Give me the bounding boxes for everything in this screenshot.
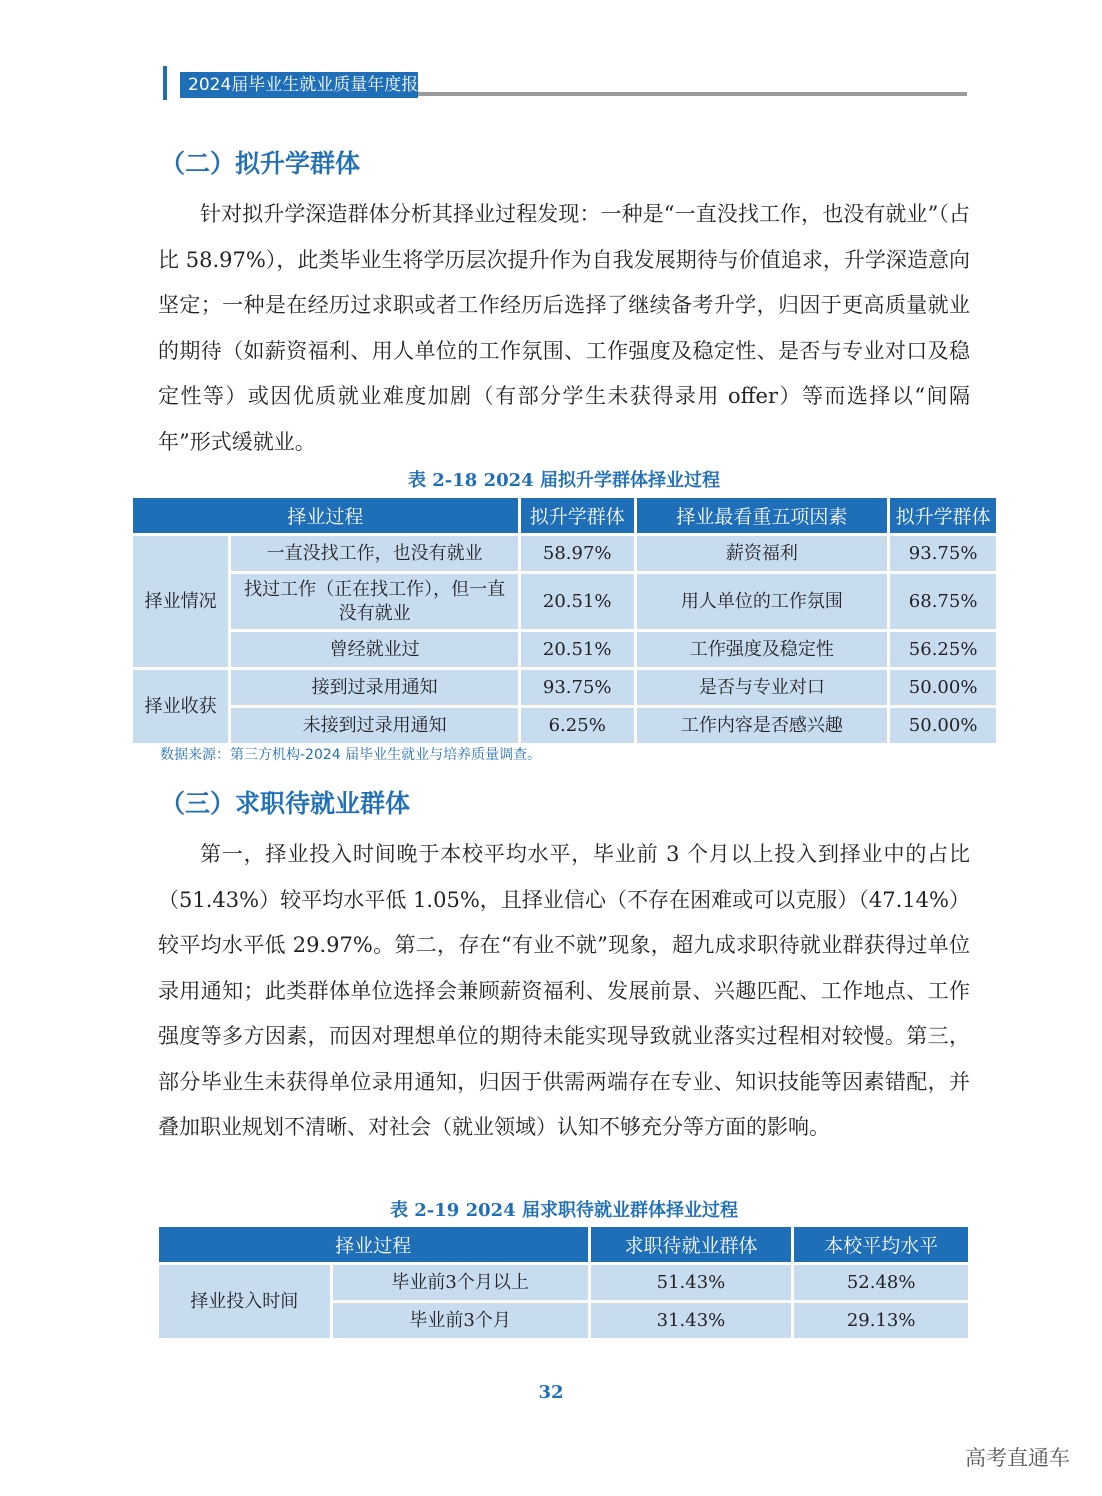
cell-group-value: 51.43% [591,1265,792,1300]
table-row [133,574,996,629]
table-header-share: 拟升学群体 [521,498,634,533]
header-accent-bar [163,66,167,100]
table-caption-2-18: 表 2-18 2024 届拟升学群体择业过程 [408,470,720,491]
cell-process: 未接到过录用通知 [231,708,518,743]
cell-factor: 是否与专业对口 [637,670,888,705]
section-paragraph-further-study: 针对拟升学深造群体分析其择业过程发现：一种是“一直没找工作，也没有就业”（占比 58.97%），此类毕业生将学历层次提升作为自我发展期待与价值追求，升学深造意向坚定；一种是在经历过求职或者工作经历后选择了继续备考升学，归因于更高质量就业的期待（如薪资福利、用人单位的工作氛围、工作强度及稳定性、是否与专业对口及稳定性等）或因优质就业难度加剧（有部分学生未获得录用 offer）等而选择以“间隔年”形式缓就业。 [158,202,970,454]
table-row [133,632,996,667]
table-row [133,708,996,743]
cell-process: 曾经就业过 [231,632,518,667]
watermark: 高考直通车 [965,1446,1070,1470]
page-number: 32 [538,1382,564,1403]
table-header-average: 本校平均水平 [794,1227,968,1262]
table-2-19 [156,1224,971,1341]
cell-group-value: 31.43% [591,1303,792,1338]
cell-share: 93.75% [521,670,634,705]
data-source-note: 数据来源：第三方机构-2024 届毕业生就业与培养质量调查。 [160,747,542,763]
table-header-group: 求职待就业群体 [591,1227,792,1262]
cell-share: 58.97% [521,536,634,571]
table-row [159,1265,968,1300]
row-group-label: 择业投入时间 [159,1265,330,1338]
cell-factor-share: 50.00% [890,708,996,743]
cell-factor: 工作强度及稳定性 [637,632,888,667]
cell-process: 找过工作（正在找工作），但一直没有就业 [231,574,518,629]
table-header-process: 择业过程 [133,498,518,533]
cell-factor-share: 56.25% [890,632,996,667]
cell-item: 毕业前3个月 [333,1303,588,1338]
section-paragraph-job-seeking: 第一，择业投入时间晚于本校平均水平，毕业前 3 个月以上投入到择业中的占比（51.43%）较平均水平低 1.05%，且择业信心（不存在困难或可以克服）（47.14%）较平均水平低 29.97%。第二，存在“有业不就”现象，超九成求职待就业群获得过单位录用通知；此类群体单位选择会兼顾薪资福利、发展前景、兴趣匹配、工作地点、工作强度等多方因素，而因对理想单位的期待未能实现导致就业落实过程相对较慢。第三，部分毕业生未获得单位录用通知，归因于供需两端存在专业、知识技能等因素错配，并叠加职业规划不清晰、对社会（就业领域）认知不够充分等方面的影响。 [158,842,970,1139]
cell-share: 20.51% [521,632,634,667]
cell-factor: 薪资福利 [637,536,888,571]
section-heading-further-study: （二）拟升学群体 [160,149,361,178]
cell-average: 52.48% [794,1265,968,1300]
cell-share: 20.51% [521,574,634,629]
table-header-factors: 择业最看重五项因素 [637,498,888,533]
cell-factor: 用人单位的工作氛围 [637,574,888,629]
cell-item: 毕业前3个月以上 [333,1265,588,1300]
table-row [133,536,996,571]
cell-factor: 工作内容是否感兴趣 [637,708,888,743]
report-title: 2024届毕业生就业质量年度报告 [180,72,418,98]
table-caption-2-19: 表 2-19 2024 届求职待就业群体择业过程 [390,1200,738,1221]
cell-share: 6.25% [521,708,634,743]
table-header-factor-share: 拟升学群体 [890,498,996,533]
cell-process: 一直没找工作，也没有就业 [231,536,518,571]
cell-average: 29.13% [794,1303,968,1338]
cell-factor-share: 93.75% [890,536,996,571]
row-group-label: 择业收获 [133,670,228,743]
section-heading-job-seeking: （三）求职待就业群体 [160,789,411,818]
table-header-process: 择业过程 [159,1227,588,1262]
row-group-label: 择业情况 [133,536,228,667]
cell-process: 接到过录用通知 [231,670,518,705]
cell-factor-share: 50.00% [890,670,996,705]
table-row [133,670,996,705]
cell-factor-share: 68.75% [890,574,996,629]
table-2-18 [130,495,999,746]
